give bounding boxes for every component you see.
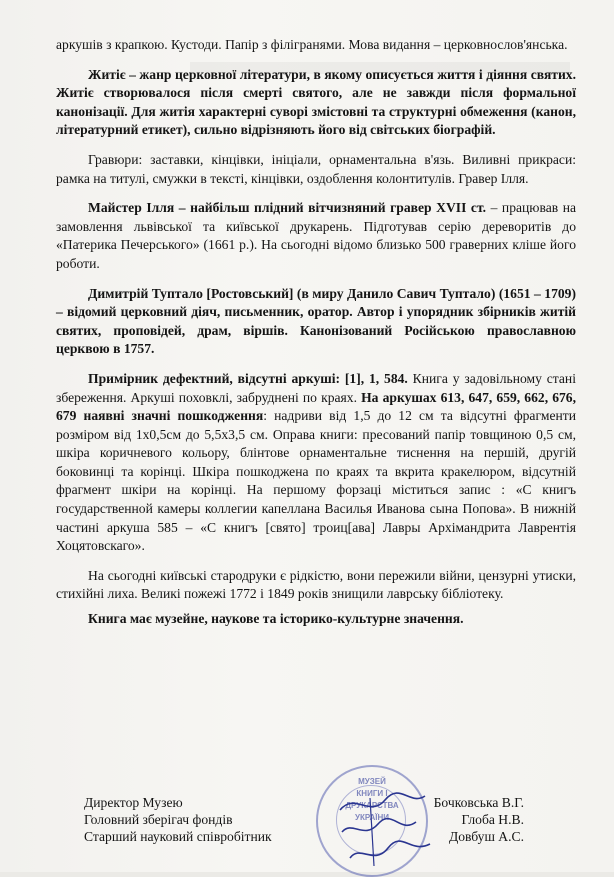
- signature-block: [84, 794, 524, 845]
- stamp-line-3: ДРУКАРСТВА: [345, 801, 399, 810]
- signer-name: Бочковська В.Г.: [433, 795, 524, 810]
- signer-role: Старший науковий співробітник: [84, 829, 272, 844]
- zhitie-definition: Житіє – жанр церковної літератури, в якому описується життя і діяння святих. Житіє створювалося після смерті святого, але не завжди після формальної канонізації. Для житія характерні суворі змістовні та структурні обмеження (канон, літературний етикет), сильно відрізняють його від світських біографій.: [56, 66, 576, 138]
- damage-text: : надриви від 1,5 до 12 см та відсутні фрагменти розміром від 1х0,5см до 5,5х3,5 см. Оправа книги: пресований папір товщиною 0,5 см, шкіра коричневого кольору, блінтове орнаментальне тиснення на першій, другій боковинці та корінці. Шкіра пошкоджена по краях та вкрита кракелюром, відсутній фрагмент шкіри на корінці. На першому форзаці міститься запис : «С книгъ государственной камеры коллегии капеллана Василья Иванова сына Попова». В нижній частині аркуша 585 – «С книгъ [свято] троиц[ава] Лавры Архімандрита Лаврентія Хоцятовскаго».: [56, 408, 576, 554]
- paragraph-significance: [56, 610, 576, 629]
- master-illya-bold: Майстер Ілля – найбільш плідний вітчизняний гравер XVII ст.: [88, 200, 487, 216]
- signer-role: Директор Музею: [84, 795, 183, 810]
- signature-row: [84, 794, 524, 811]
- paragraph-continuation: аркушів з крапкою. Кустоди. Папір з філігранями. Мова видання – церковнослов'янська.: [56, 37, 568, 52]
- paragraph-master-illya: [56, 199, 576, 273]
- paragraph-dymytriy: [56, 285, 576, 359]
- paragraph-zhitie: [56, 66, 576, 140]
- defect-bold: Примірник дефектний, відсутні аркуші: [1], 1, 584.: [88, 370, 408, 386]
- condition-text: Книга у задовільному стані збереження. Аркуші поховклі, забруднені по краях.: [56, 370, 576, 405]
- significance-bold: Книга має музейне, наукове та історико-культурне значення.: [88, 611, 464, 627]
- paragraph-condition: [56, 370, 576, 556]
- signer-name: Довбуш А.С.: [448, 829, 524, 844]
- stamp-line-2: КНИГИ І: [356, 789, 388, 798]
- signature-row: [84, 828, 524, 845]
- signer-name: Глоба Н.В.: [461, 812, 524, 827]
- stamp-line-1: МУЗЕЙ: [358, 777, 386, 786]
- document-body: [56, 36, 576, 629]
- paragraph-engravings: Гравюри: заставки, кінцівки, ініціали, орнаментальна в'язь. Виливні прикраси: рамка на титулі, смужки в тексті, кінцівки, оздоблення колонтитулів. Гравер Ілля.: [56, 151, 576, 186]
- signer-role: Головний зберігач фондів: [84, 812, 233, 827]
- stamp-line-4: УКРАЇНИ: [354, 813, 389, 822]
- dymytriy-bold: Димитрій Туптало [Ростовський] (в миру Данило Савич Туптало) (1651 – 1709) – відомий церковний діяч, письменник, оратор. Автор і упорядник збірників житій святих, проповідей, драм, віршів. Канонізований Російською православною церквою в 1757.: [56, 285, 576, 357]
- master-illya-text: – працював на замовлення львівської та київської друкарень. Підготував серію дереворитів до «Патерика Печерського» (1661 р.). На сьогодні відомо близько 500 граверних кліше його роботи.: [56, 200, 576, 271]
- paragraph-rarity: На сьогодні київські стародруки є рідкістю, вони пережили війни, цензурні утиски, стихійні лиха. Великі пожежі 1772 і 1849 років знищили лаврську бібліотеку.: [56, 567, 576, 602]
- damage-bold: На аркушах 613, 647, 659, 662, 676, 679 наявні значні пошкодження: [56, 389, 576, 424]
- signature-row: [84, 811, 524, 828]
